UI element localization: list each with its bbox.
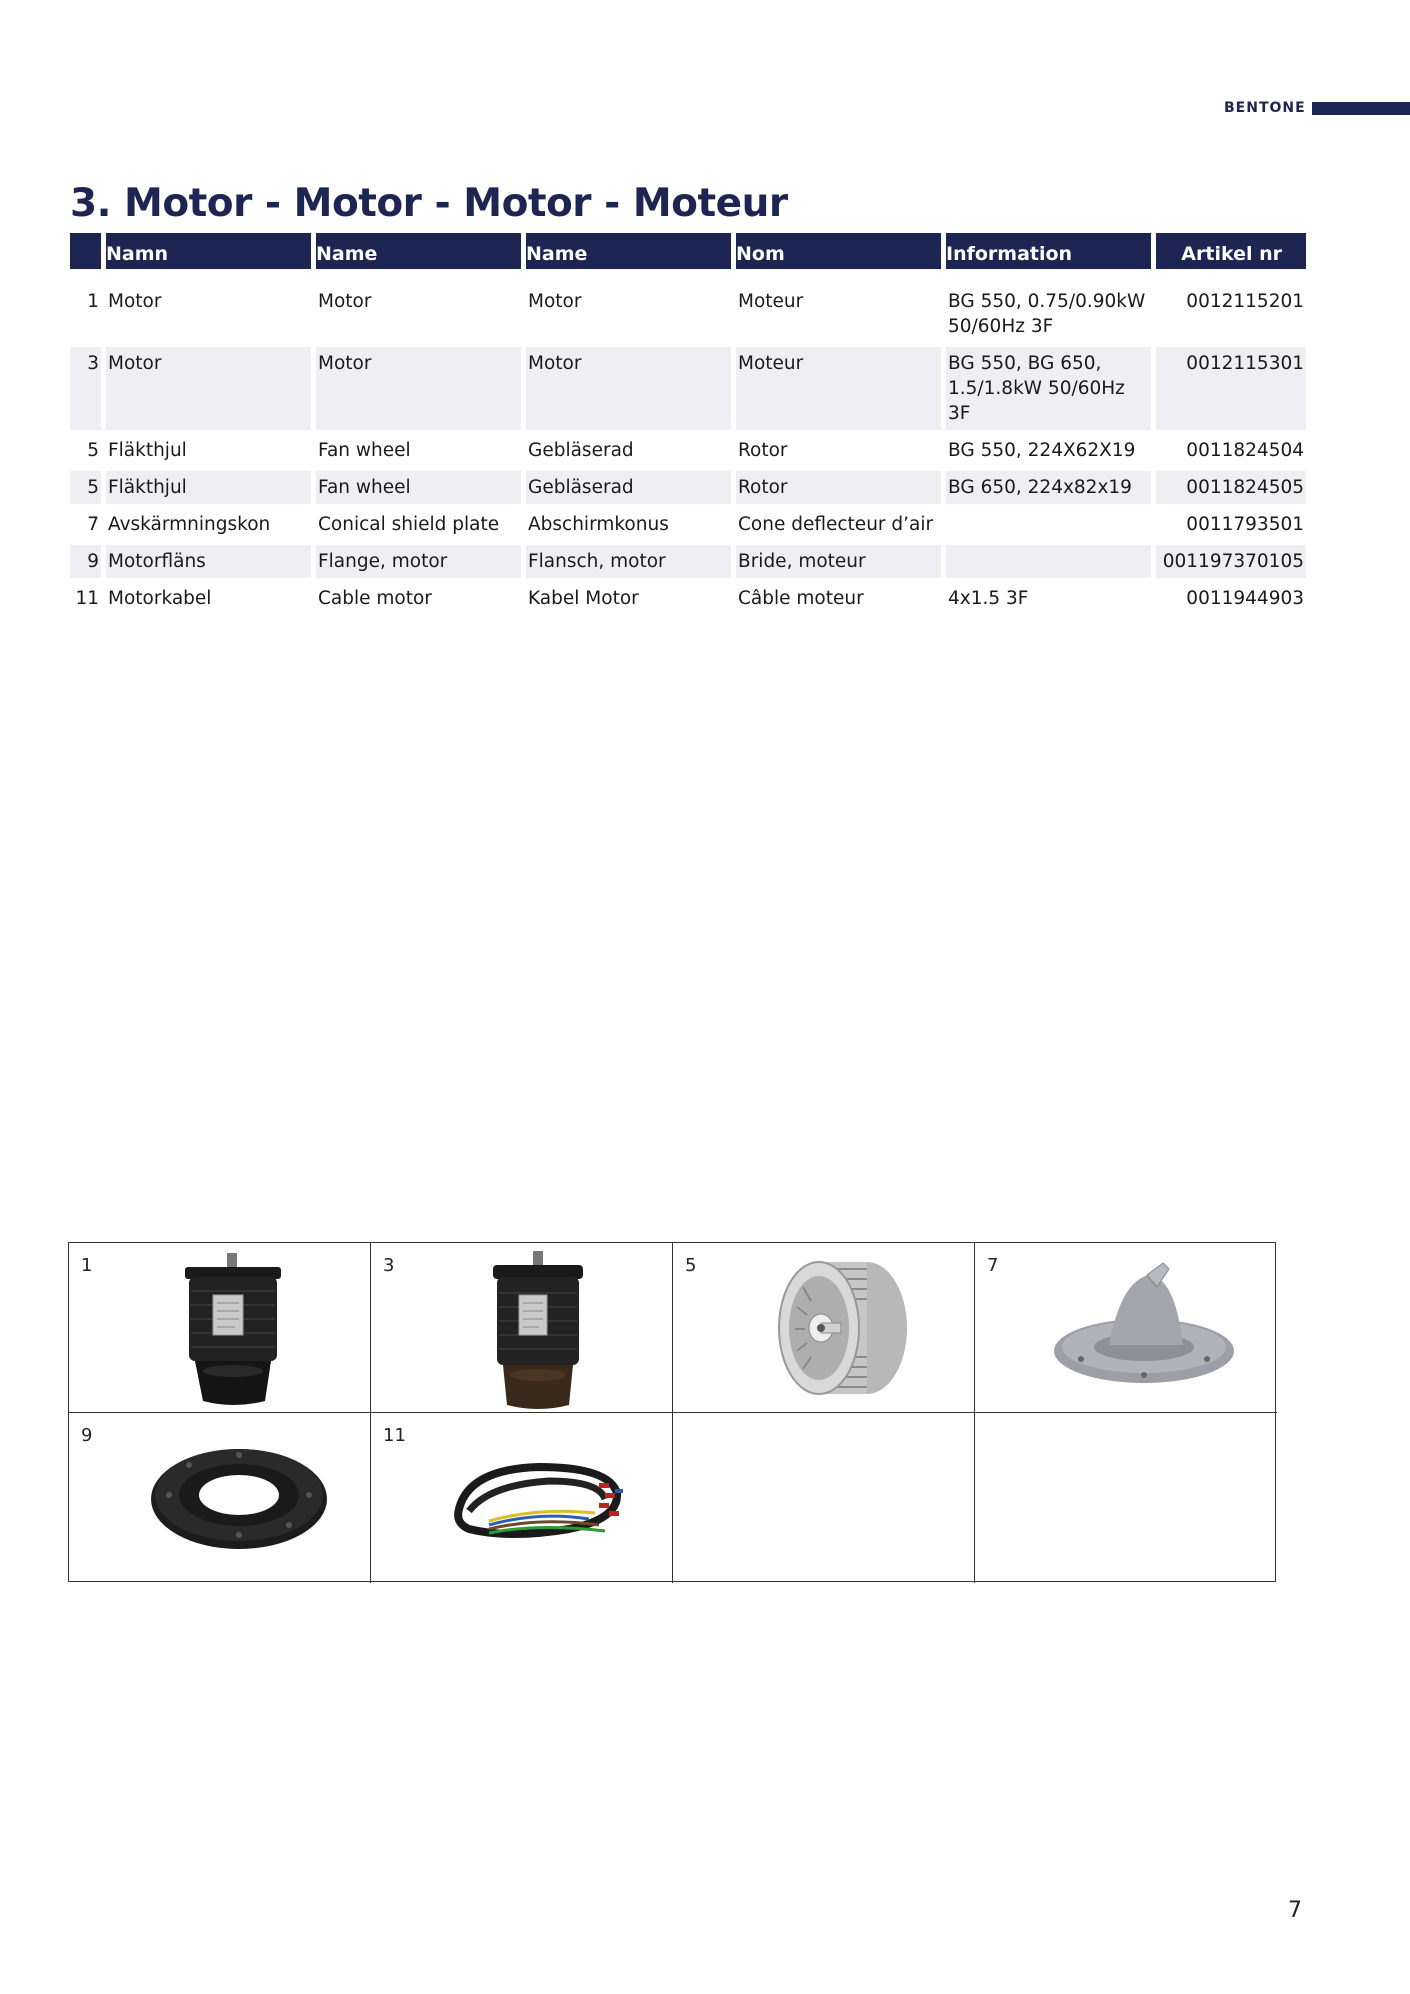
image-cell — [371, 1243, 673, 1413]
row-num: 3 — [70, 347, 101, 430]
header-nom: Nom — [736, 233, 941, 269]
image-cell — [975, 1243, 1277, 1413]
row-num: 7 — [87, 514, 99, 535]
cell-name-de: Kabel Motor — [528, 588, 639, 609]
row-num: 1 — [87, 291, 99, 312]
image-cell — [69, 1413, 371, 1583]
cell-namn: Motorfläns — [106, 545, 311, 578]
image-cell-label: 9 — [81, 1425, 93, 1446]
cell-nom: Cone deflecteur d’air — [738, 514, 934, 535]
cell-name-de: Motor — [528, 291, 582, 312]
header-name-de: Name — [526, 233, 731, 269]
table-row — [70, 434, 1306, 467]
cell-name-en: Fan wheel — [316, 471, 521, 504]
table-row — [70, 347, 1306, 430]
cell-artikel-nr: 001197370105 — [1156, 545, 1306, 578]
image-cell — [371, 1413, 673, 1583]
cell-namn: Motor — [106, 347, 311, 430]
cell-name-en: Motor — [318, 291, 372, 312]
cell-name-en: Fan wheel — [318, 440, 411, 461]
brand-logo — [1224, 100, 1410, 116]
cell-nom: Bride, moteur — [736, 545, 941, 578]
image-cell-label: 7 — [987, 1255, 999, 1276]
image-cell — [69, 1243, 371, 1413]
cell-namn: Motorkabel — [108, 588, 212, 609]
cell-artikel-nr: 0011793501 — [1186, 514, 1304, 535]
flange-image — [149, 1441, 329, 1551]
cell-name-en: Flange, motor — [316, 545, 521, 578]
header-information: Information — [946, 233, 1151, 269]
motor-image — [179, 1251, 289, 1411]
table-header — [70, 233, 1306, 269]
row-num: 5 — [70, 471, 101, 504]
table-row — [70, 545, 1306, 578]
cell-name-de: Flansch, motor — [526, 545, 731, 578]
cell-artikel-nr: 0012115301 — [1156, 347, 1306, 430]
cell-namn: Motor — [108, 291, 162, 312]
fan-wheel-image — [773, 1257, 913, 1399]
table-row — [70, 582, 1306, 615]
cell-information: BG 650, 224x82x19 — [946, 471, 1151, 504]
cell-namn: Fläkthjul — [106, 471, 311, 504]
cell-information — [946, 545, 1151, 578]
brand-name: BENTONE — [1224, 100, 1306, 116]
page-number: 7 — [1288, 1898, 1302, 1923]
section-title: 3. Motor - Motor - Motor - Moteur — [70, 181, 788, 226]
cell-name-en: Conical shield plate — [318, 514, 500, 535]
cell-nom: Rotor — [738, 440, 788, 461]
cell-name-en: Motor — [316, 347, 521, 430]
image-cell-label: 5 — [685, 1255, 697, 1276]
row-num: 5 — [87, 440, 99, 461]
table-row — [70, 508, 1306, 541]
cell-artikel-nr: 0011824505 — [1156, 471, 1306, 504]
image-cell-empty — [673, 1413, 975, 1583]
image-cell-empty — [975, 1413, 1277, 1583]
table-row — [70, 285, 1306, 343]
cell-information: 4x1.5 3F — [948, 588, 1029, 609]
table-row — [70, 471, 1306, 504]
image-cell-label: 11 — [383, 1425, 406, 1446]
cable-image — [449, 1449, 639, 1549]
cell-name-de: Gebläserad — [528, 440, 634, 461]
shield-cone-image — [1051, 1261, 1237, 1391]
cell-artikel-nr: 0011824504 — [1186, 440, 1304, 461]
cell-information — [946, 508, 1151, 541]
cell-information: BG 550, 224X62X19 — [948, 440, 1136, 461]
header-num — [70, 233, 101, 269]
image-cell-label: 1 — [81, 1255, 93, 1276]
cell-name-de: Abschirmkonus — [528, 514, 669, 535]
parts-table — [65, 229, 1311, 619]
header-artikel-nr: Artikel nr — [1156, 233, 1306, 269]
cell-namn: Fläkthjul — [108, 440, 187, 461]
cell-nom: Moteur — [736, 347, 941, 430]
cell-namn: Avskärmningskon — [108, 514, 271, 535]
motor-image — [489, 1249, 589, 1413]
cell-artikel-nr: 0011944903 — [1186, 588, 1304, 609]
row-num: 11 — [75, 588, 99, 609]
cell-artikel-nr: 0012115201 — [1186, 291, 1304, 312]
header-name-en: Name — [316, 233, 521, 269]
header-namn: Namn — [106, 233, 311, 269]
cell-information: BG 550, BG 650, 1.5/1.8kW 50/60Hz 3F — [946, 347, 1151, 430]
cell-name-de: Motor — [526, 347, 731, 430]
image-cell — [673, 1243, 975, 1413]
row-num: 9 — [70, 545, 101, 578]
cell-name-de: Gebläserad — [526, 471, 731, 504]
cell-name-en: Cable motor — [318, 588, 432, 609]
image-cell-label: 3 — [383, 1255, 395, 1276]
cell-nom: Moteur — [738, 291, 804, 312]
cell-nom: Câble moteur — [738, 588, 864, 609]
brand-bar — [1312, 102, 1410, 115]
cell-information: BG 550, 0.75/0.90kW 50/60Hz 3F — [948, 291, 1146, 337]
parts-image-grid — [68, 1242, 1276, 1582]
cell-nom: Rotor — [736, 471, 941, 504]
